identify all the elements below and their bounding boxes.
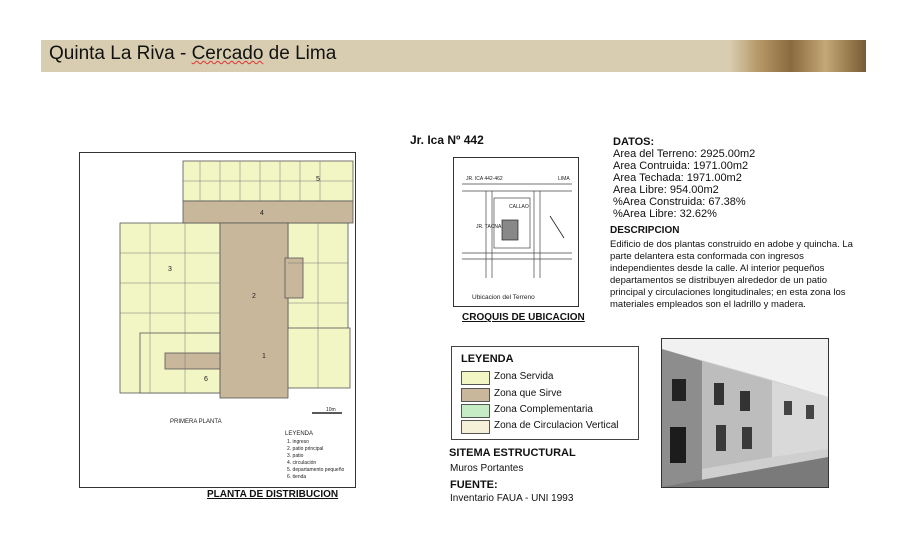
legend-swatch <box>461 404 490 418</box>
data-block <box>613 136 853 220</box>
zone-legend <box>451 346 639 440</box>
location-map <box>454 158 578 306</box>
datos-heading: DATOS: <box>613 136 655 148</box>
plan-legend-item: 6. tienda <box>287 474 307 480</box>
datos-line: %Area Construida: 67.38% <box>613 196 746 208</box>
datos-line: Area Contruida: 1971.00m2 <box>613 160 749 172</box>
sketch-inner-caption: Ubicacion del Terreno <box>472 294 535 301</box>
legend-label: Zona de Circulacion Vertical <box>494 420 619 431</box>
page-title: Quinta La Riva - Cercado de Lima <box>49 43 337 64</box>
floor-label: PRIMERA PLANTA <box>170 419 222 425</box>
facade-illustration <box>662 339 828 487</box>
room-number: 3 <box>168 266 172 273</box>
plan-legend-item: 3. patio <box>287 453 304 459</box>
header-texture-image <box>730 40 866 72</box>
legend-swatch <box>461 420 490 434</box>
structure-heading: SITEMA ESTRUCTURAL <box>449 447 576 459</box>
legend-label: Zona que Sirve <box>494 388 562 399</box>
plan-legend-item: 5. departamento pequeño <box>287 467 345 473</box>
plan-legend-item: 4. circulación <box>287 460 317 466</box>
street-label: CALLAO <box>509 204 529 210</box>
facade-photo <box>661 338 829 488</box>
room-number: 6 <box>204 376 208 383</box>
floor-plan-drawing <box>80 153 355 487</box>
legend-swatch <box>461 371 490 385</box>
address-label: Jr. Ica Nº 442 <box>410 133 484 147</box>
sketch-caption: CROQUIS DE UBICACION <box>462 312 585 323</box>
legend-heading: LEYENDA <box>461 353 514 365</box>
street-label: LIMA <box>558 176 570 182</box>
legend-label: Zona Servida <box>494 371 554 382</box>
datos-line: Area Techada: 1971.00m2 <box>613 172 742 184</box>
datos-line: Area del Terreno: 2925.00m2 <box>613 148 756 160</box>
site-marker <box>502 220 518 240</box>
room-number: 4 <box>260 210 264 217</box>
legend-label: Zona Complementaria <box>494 404 593 415</box>
plan-caption: PLANTA DE DISTRIBUCION <box>207 489 339 500</box>
location-sketch <box>453 157 579 307</box>
room-number: 5 <box>316 176 320 183</box>
structure-value: Muros Portantes <box>450 463 524 474</box>
plan-legend-item: 1. ingreso <box>287 439 309 445</box>
legend-swatch <box>461 388 490 402</box>
plan-legend-title: LEYENDA <box>285 431 314 437</box>
north-arrow <box>550 216 564 238</box>
street-label: JR. ICA 442-462 <box>466 176 503 182</box>
title-band <box>41 40 866 72</box>
source-value: Inventario FAUA - UNI 1993 <box>450 493 574 502</box>
street-label: JR. TACNA <box>476 224 502 230</box>
room-number: 2 <box>252 293 256 300</box>
datos-line: %Area Libre: 32.62% <box>613 208 717 220</box>
datos-line: Area Libre: 954.00m2 <box>613 184 719 196</box>
source-heading: FUENTE: <box>450 479 498 491</box>
description-text: Edificio de dos plantas construido en adobe y quincha. La parte delantera esta conformada con ingresos independientes desde la calle. Al interior pequeños departamentos se distribuyen alrededor de un patio principal y circulaciones longitudinales; en esta zona los materiales empleados son el ladrillo y madera. <box>610 239 853 310</box>
scale-label: 10m <box>326 407 336 413</box>
description-heading: DESCRIPCION <box>610 225 680 236</box>
plan-legend-item: 2. patio principal <box>287 446 324 452</box>
room-number: 1 <box>262 353 266 360</box>
floor-plan <box>79 152 356 488</box>
